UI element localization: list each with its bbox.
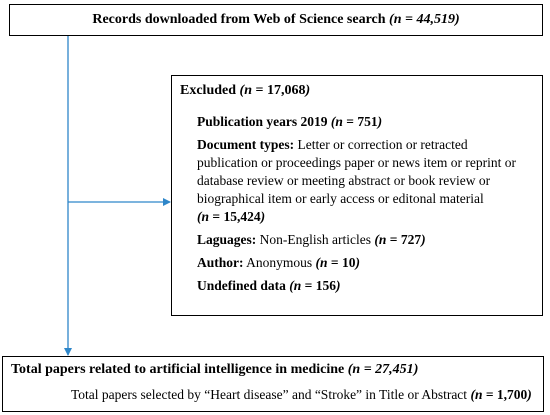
total-papers-box [2,356,544,412]
records-downloaded-text: Records downloaded from Web of Science search [92,12,390,27]
exclusion-languages: Laguages: Non-English articles (n = 727) [197,232,426,247]
total-papers-selected: Total papers selected by “Heart disease” and “Stroke” in Title or Abstract (n = 1,700) [71,387,532,402]
records-n-label: n [393,12,402,27]
total-papers-ai-medicine: Total papers related to artificial intelligence in medicine (n = 27,451) [11,362,419,377]
exclusion-publication-years: Publication years 2019 (n = 751) [197,114,383,129]
excluded-box [171,75,543,316]
records-n-value: = 44,519 [401,12,455,27]
excluded-title: Excluded (n = 17,068) [180,83,311,98]
exclusion-author: Author: Anonymous (n = 10) [197,255,360,270]
exclusion-document-types: Document types: Letter or correction or retracted publication or proceedings paper or news item or reprint or database review or meeting abstract or book review or biographical item or early access or editonal material (n = 15,424) [197,137,517,224]
exclusion-criteria-list [197,113,537,300]
records-downloaded-box: Records downloaded from Web of Science search (n = 44,519) [9,4,543,36]
exclusion-undefined-data: Undefined data (n = 156) [197,278,341,293]
